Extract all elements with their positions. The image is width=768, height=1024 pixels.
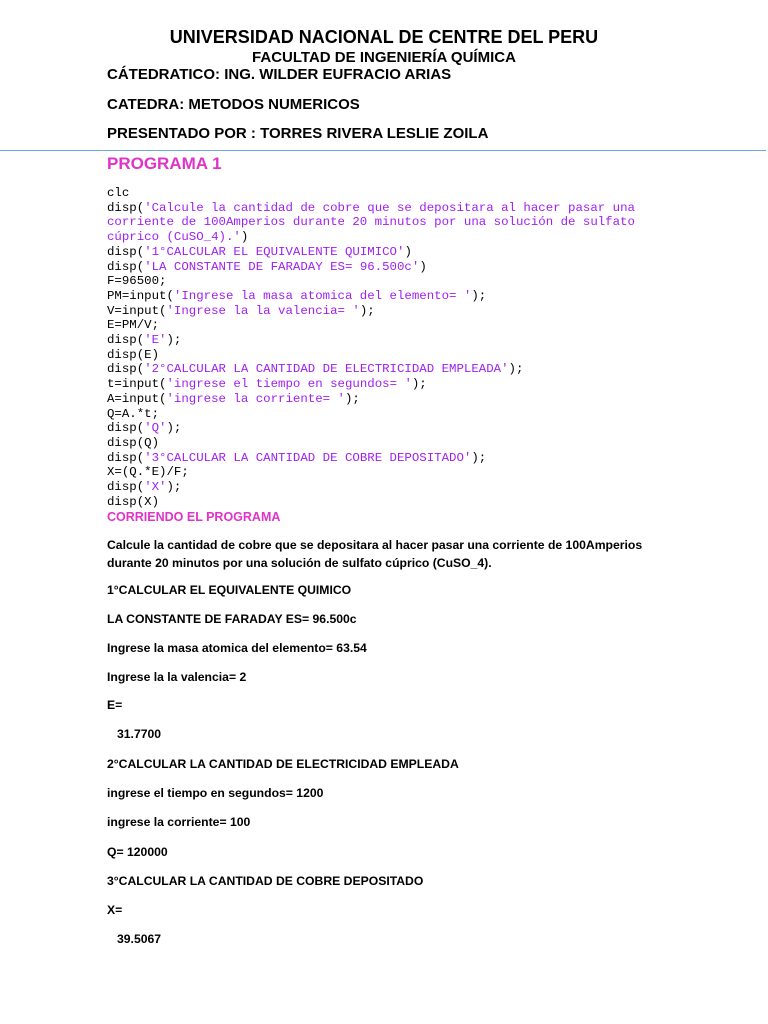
code-text: ); bbox=[166, 480, 182, 495]
code-string: 'ingrese el tiempo en segundos= ' bbox=[166, 377, 412, 392]
code-line bbox=[107, 230, 248, 244]
code-string: 'Ingrese la la valencia= ' bbox=[166, 303, 360, 318]
header-divider bbox=[0, 150, 766, 151]
code-text: disp( bbox=[107, 244, 145, 259]
run-intro-line-2: durante 20 minutos por una solución de sulfato cúprico (CuSO_4). bbox=[107, 556, 492, 570]
code-line bbox=[107, 451, 486, 465]
code-line bbox=[107, 274, 167, 288]
code-text: ); bbox=[344, 391, 360, 406]
code-text: V=input( bbox=[107, 303, 167, 318]
code-text: Q=A.*t; bbox=[107, 406, 160, 421]
code-string: corriente de 100Amperios durante 20 minutos por una solución de sulfato bbox=[107, 215, 635, 230]
code-string: 'ingrese la corriente= ' bbox=[166, 391, 345, 406]
code-text: X=(Q.*E)/F; bbox=[107, 465, 189, 480]
code-string: '3°CALCULAR LA CANTIDAD DE COBRE DEPOSITADO' bbox=[144, 450, 472, 465]
code-line bbox=[107, 377, 427, 391]
run-valence-prompt: Ingrese la la valencia= 2 bbox=[107, 670, 247, 684]
code-line bbox=[107, 289, 486, 303]
course-line: CATEDRA: METODOS NUMERICOS bbox=[107, 96, 360, 113]
code-line bbox=[107, 362, 523, 376]
code-text: disp( bbox=[107, 450, 145, 465]
run-step-3: 3°CALCULAR LA CANTIDAD DE COBRE DEPOSITADO bbox=[107, 874, 424, 888]
code-text: ); bbox=[411, 377, 427, 392]
code-line bbox=[107, 245, 412, 259]
faculty-title: FACULTAD DE INGENIERÍA QUÍMICA bbox=[252, 49, 516, 66]
code-text: ); bbox=[508, 362, 524, 377]
code-line bbox=[107, 495, 159, 509]
code-text: ); bbox=[166, 421, 182, 436]
code-line bbox=[107, 186, 129, 200]
code-line bbox=[107, 407, 159, 421]
professor-line: CÁTEDRATICO: ING. WILDER EUFRACIO ARIAS bbox=[107, 66, 452, 83]
code-text: ); bbox=[471, 288, 487, 303]
code-string: 'Q' bbox=[144, 421, 167, 436]
code-line bbox=[107, 318, 159, 332]
code-text: ) bbox=[419, 259, 427, 274]
run-x-label: X= bbox=[107, 903, 123, 917]
code-string: 'E' bbox=[144, 333, 167, 348]
code-string: 'X' bbox=[144, 480, 167, 495]
run-faraday-line: LA CONSTANTE DE FARADAY ES= 96.500c bbox=[107, 612, 357, 626]
code-text: disp( bbox=[107, 259, 145, 274]
code-text: F=96500; bbox=[107, 274, 167, 289]
university-title: UNIVERSIDAD NACIONAL DE CENTRE DEL PERU bbox=[169, 27, 599, 47]
code-text: disp(X) bbox=[107, 494, 160, 509]
source-code-block bbox=[107, 186, 635, 509]
code-string: cúprico (CuSO_4).' bbox=[107, 230, 241, 245]
program-title: PROGRAMA 1 bbox=[107, 154, 222, 173]
code-string: 'Calcule la cantidad de cobre que se depositara al hacer pasar una bbox=[144, 200, 635, 215]
code-line bbox=[107, 465, 189, 479]
code-text: ); bbox=[471, 450, 487, 465]
run-step-1: 1°CALCULAR EL EQUIVALENTE QUIMICO bbox=[107, 583, 352, 597]
run-section-title: CORRIENDO EL PROGRAMA bbox=[107, 510, 281, 524]
code-string: 'LA CONSTANTE DE FARADAY ES= 96.500c' bbox=[144, 259, 420, 274]
code-string: 'Ingrese la masa atomica del elemento= ' bbox=[173, 288, 472, 303]
code-text: A=input( bbox=[107, 391, 167, 406]
code-line bbox=[107, 392, 360, 406]
run-q-line: Q= 120000 bbox=[107, 845, 168, 859]
code-text: disp( bbox=[107, 200, 145, 215]
run-intro-line-1: Calcule la cantidad de cobre que se depositara al hacer pasar una corriente de 100Amperios bbox=[107, 538, 643, 552]
run-step-2: 2°CALCULAR LA CANTIDAD DE ELECTRICIDAD EMPLEADA bbox=[107, 757, 459, 771]
code-line bbox=[107, 304, 375, 318]
code-line bbox=[107, 260, 427, 274]
run-e-value: 31.7700 bbox=[117, 727, 162, 741]
code-text: ); bbox=[359, 303, 375, 318]
presenter-line: PRESENTADO POR : TORRES RIVERA LESLIE ZOILA bbox=[107, 125, 489, 142]
code-text: ) bbox=[404, 244, 412, 259]
code-line bbox=[107, 436, 159, 450]
run-current-prompt: ingrese la corriente= 100 bbox=[107, 815, 251, 829]
code-string: '2°CALCULAR LA CANTIDAD DE ELECTRICIDAD EMPLEADA' bbox=[144, 362, 509, 377]
code-text: ); bbox=[166, 333, 182, 348]
code-text: disp( bbox=[107, 362, 145, 377]
run-mass-prompt: Ingrese la masa atomica del elemento= 63.54 bbox=[107, 641, 367, 655]
code-text: disp( bbox=[107, 480, 145, 495]
code-text: disp( bbox=[107, 421, 145, 436]
code-line bbox=[107, 348, 159, 362]
code-line bbox=[107, 480, 181, 494]
code-text: PM=input( bbox=[107, 288, 174, 303]
code-string: '1°CALCULAR EL EQUIVALENTE QUIMICO' bbox=[144, 244, 405, 259]
run-time-prompt: ingrese el tiempo en segundos= 1200 bbox=[107, 786, 324, 800]
code-text: disp(E) bbox=[107, 347, 160, 362]
code-text: E=PM/V; bbox=[107, 318, 160, 333]
code-text: disp(Q) bbox=[107, 435, 160, 450]
code-text: ) bbox=[240, 230, 249, 245]
run-e-label: E= bbox=[107, 698, 123, 712]
code-text: clc bbox=[107, 186, 130, 200]
code-text: t=input( bbox=[107, 377, 167, 392]
code-line bbox=[107, 333, 181, 347]
code-line bbox=[107, 201, 635, 215]
code-text: disp( bbox=[107, 333, 145, 348]
code-line bbox=[107, 215, 635, 229]
code-line bbox=[107, 421, 181, 435]
run-x-value: 39.5067 bbox=[117, 932, 162, 946]
